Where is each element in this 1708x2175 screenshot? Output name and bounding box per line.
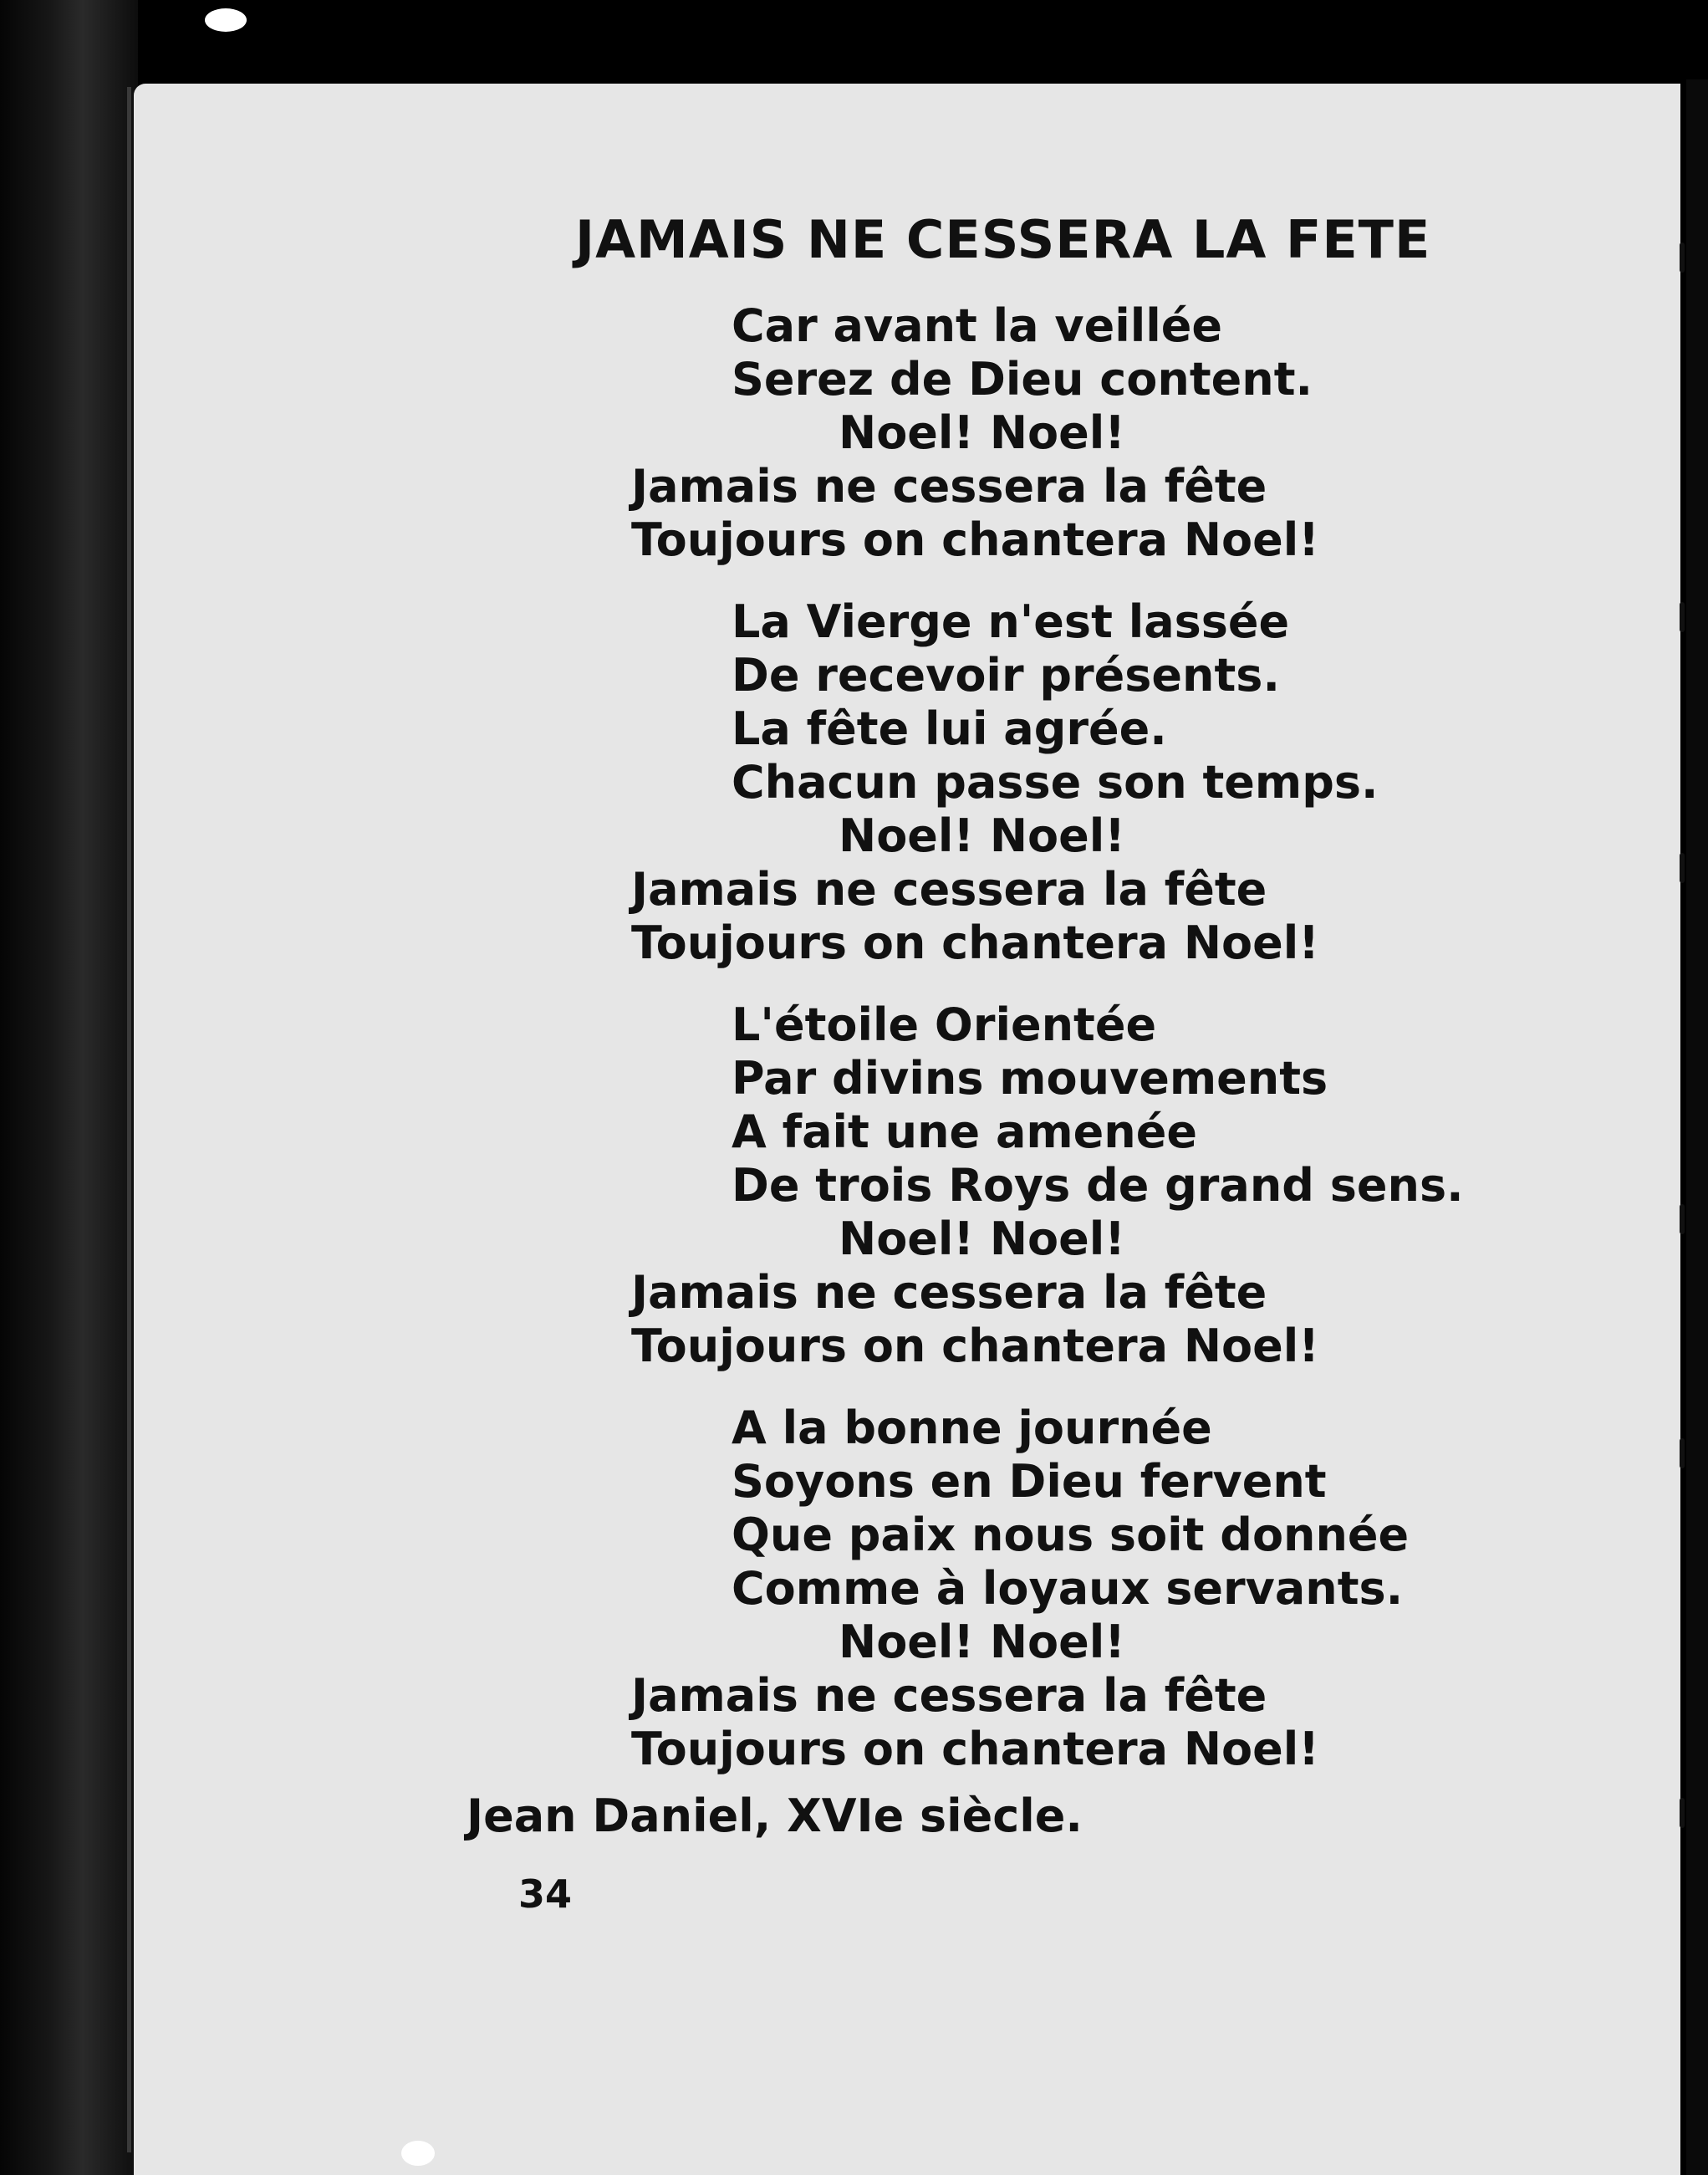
verse-line: Par divins mouvements xyxy=(732,1052,1328,1105)
scan-right-border xyxy=(1686,79,1708,2175)
scan-artifact xyxy=(205,8,247,32)
chorus-line: Jamais ne cessera la fête xyxy=(631,1669,1267,1722)
chorus-line: Jamais ne cessera la fête xyxy=(631,460,1267,513)
chorus-line: Toujours on chantera Noel! xyxy=(631,1723,1319,1775)
verse-line: Car avant la veillée xyxy=(732,299,1222,352)
verse-line: Chacun passe son temps. xyxy=(732,756,1379,809)
verse-line: De recevoir présents. xyxy=(732,649,1280,702)
verse-line: La fête lui agrée. xyxy=(732,702,1167,755)
verse-line: A la bonne journée xyxy=(732,1401,1212,1454)
refrain-line: Noel! Noel! xyxy=(839,406,1125,459)
scan-top-border xyxy=(0,0,1708,84)
verse-line: La Vierge n'est lassée xyxy=(732,595,1290,648)
verse-line: Comme à loyaux servants. xyxy=(732,1562,1404,1615)
verse-line: Soyons en Dieu fervent xyxy=(732,1455,1327,1508)
verse-line: A fait une amenée xyxy=(732,1105,1197,1158)
author-attribution: Jean Daniel, XVIe siècle. xyxy=(467,1790,1083,1842)
page-number: 34 xyxy=(518,1871,573,1917)
verse-line: De trois Roys de grand sens. xyxy=(732,1159,1464,1212)
refrain-line: Noel! Noel! xyxy=(839,1213,1125,1265)
verse-line: L'étoile Orientée xyxy=(732,998,1157,1051)
page-fold-line xyxy=(127,87,131,2152)
page-text xyxy=(134,84,1680,2175)
verse-line: Que paix nous soit donnée xyxy=(732,1509,1410,1561)
book-binding-edge xyxy=(0,0,138,2175)
refrain-line: Noel! Noel! xyxy=(839,809,1125,862)
poem-title: JAMAIS NE CESSERA LA FETE xyxy=(575,209,1431,270)
chorus-line: Toujours on chantera Noel! xyxy=(631,513,1319,566)
chorus-line: Toujours on chantera Noel! xyxy=(631,916,1319,969)
chorus-line: Toujours on chantera Noel! xyxy=(631,1320,1319,1372)
chorus-line: Jamais ne cessera la fête xyxy=(631,863,1267,916)
refrain-line: Noel! Noel! xyxy=(839,1616,1125,1668)
verse-line: Serez de Dieu content. xyxy=(732,353,1313,406)
chorus-line: Jamais ne cessera la fête xyxy=(631,1266,1267,1319)
